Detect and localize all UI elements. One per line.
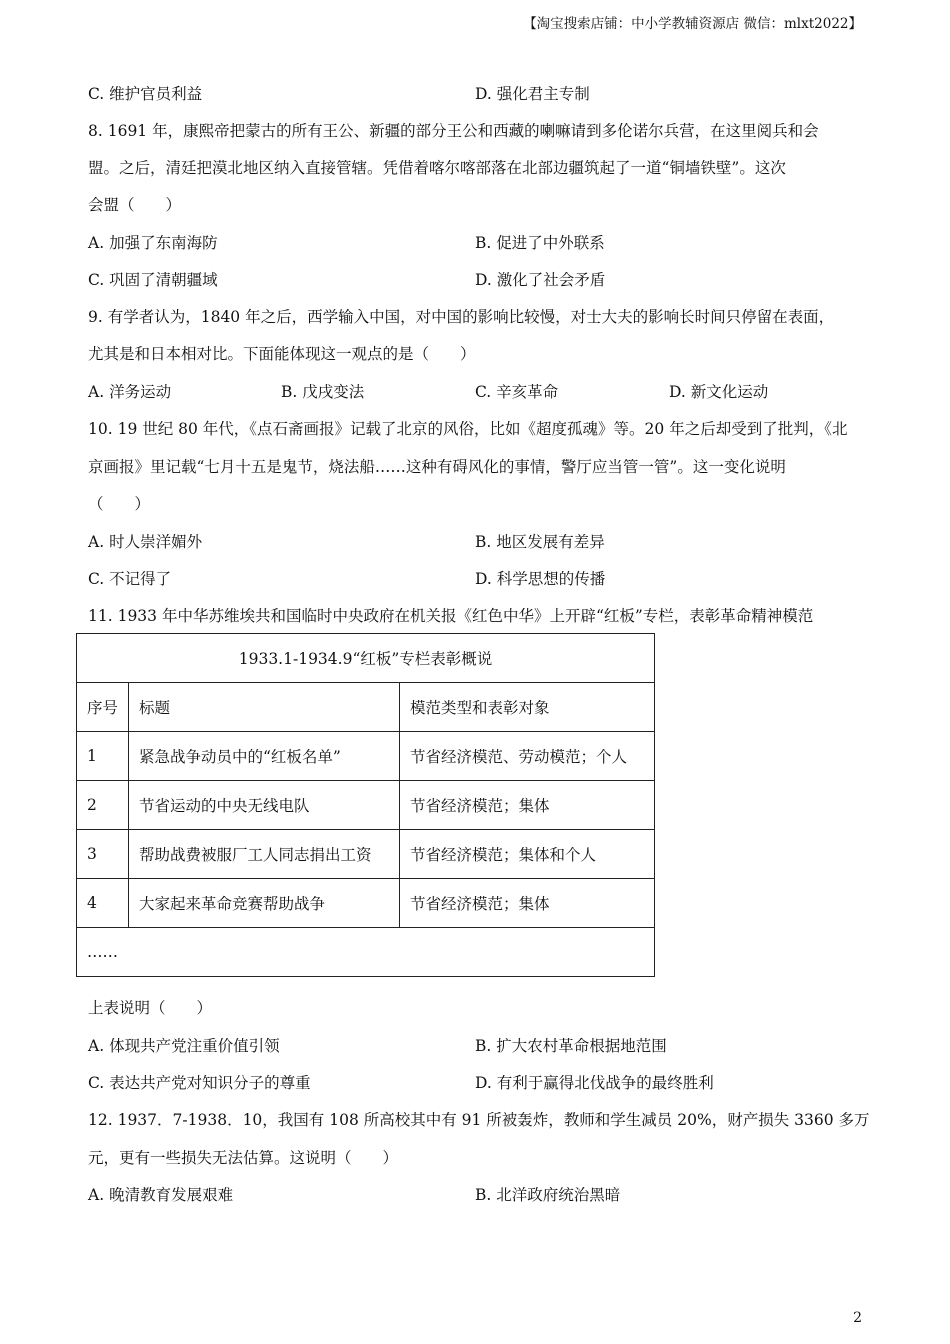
q9-option-b[interactable] [281,380,364,402]
table-ellipsis-row [77,928,655,977]
q10-stem-line-2: 京画报》里记载“七月十五是鬼节，烧法船……这种有碍风化的事情，警厅应当管一管”。这一变化说明 [88,458,786,476]
table-header-cell: 模范类型和表彰对象 [400,683,655,732]
q11-option-d[interactable] [475,1071,714,1093]
q8-option-c-text: 巩固了清朝疆域 [109,271,218,289]
q9-option-a-label: A. [88,383,105,401]
q11-option-a-text: 体现共产党注重价值引领 [109,1037,280,1055]
q9-stem-line-2: 尤其是和日本相对比。下面能体现这一观点的是（ ） [88,345,476,363]
table-caption-row [77,634,655,683]
q8-option-b-label: B. [475,234,492,252]
q12-stem-line-2: 元，更有一些损失无法估算。这说明（ ） [88,1149,399,1167]
q7-option-c-label: C. [88,85,105,103]
q10-option-c[interactable] [88,567,171,589]
q8-option-a[interactable] [88,231,218,253]
q8-option-c-label: C. [88,271,105,289]
q10-option-a-text: 时人崇洋媚外 [109,533,203,551]
q10-option-d-label: D. [475,570,492,588]
table-cell: 大家起来革命竞赛帮助战争 [129,879,400,928]
q8-option-d-text: 激化了社会矛盾 [496,271,606,289]
table-cell: 节省经济模范；集体 [400,781,655,830]
q8-option-d[interactable] [475,268,605,290]
q7-option-c[interactable] [88,82,202,104]
q11-stem-line-1: 11. 1933 年中华苏维埃共和国临时中央政府在机关报《红色中华》上开辟“红板”专栏，表彰革命精神模范 [88,607,814,625]
q10-stem-line-1: 10. 19 世纪 80 年代，《点石斋画报》记载了北京的风俗，比如《超度孤魂》等。20 年之后却受到了批判，《北 [88,420,848,438]
q10-stem-line-3: （ ） [88,495,151,513]
q10-option-a-label: A. [88,533,105,551]
q11-option-d-label: D. [475,1074,492,1092]
table-row [77,732,655,781]
table-cell: 4 [77,879,129,928]
q9-option-c-text: 辛亥革命 [496,383,559,401]
q8-stem-line-2: 盟。之后，清廷把漠北地区纳入直接管辖。凭借着喀尔喀部落在北部边疆筑起了一道“铜墙铁壁”。这次 [88,159,786,177]
table-cell: 节省经济模范、劳动模范；个人 [400,732,655,781]
q12-option-a[interactable] [88,1183,233,1205]
q9-option-d-label: D. [669,383,686,401]
q8-option-c[interactable] [88,268,218,290]
q7-option-d[interactable] [475,82,590,104]
table-cell: 3 [77,830,129,879]
table-cell: 节省经济模范；集体 [400,879,655,928]
q11-option-b-label: B. [475,1037,492,1055]
q9-stem-line-1: 9. 有学者认为，1840 年之后，西学输入中国，对中国的影响比较慢，对士大夫的影响长时间只停留在表面， [88,308,835,326]
table-header-row [77,683,655,732]
q9-option-b-text: 戊戌变法 [302,383,365,401]
q8-option-a-label: A. [88,234,105,252]
q10-option-b-text: 地区发展有差异 [496,533,605,551]
q8-stem-line-1: 8. 1691 年，康熙帝把蒙古的所有王公、新疆的部分王公和西藏的喇嘛请到多伦诺尔兵营，在这里阅兵和会 [88,122,819,140]
q11-option-a-label: A. [88,1037,105,1055]
q8-option-b-text: 促进了中外联系 [496,234,605,252]
q12-option-a-label: A. [88,1186,105,1204]
q11-option-c[interactable] [88,1071,311,1093]
q10-option-a[interactable] [88,530,202,552]
q9-option-c-label: C. [475,383,492,401]
q9-option-b-label: B. [281,383,298,401]
table-cell: 2 [77,781,129,830]
table-header-cell: 序号 [77,683,129,732]
table-row [77,879,655,928]
q10-option-d-text: 科学思想的传播 [496,570,606,588]
q12-option-b[interactable] [475,1183,620,1205]
q11-option-d-text: 有利于赢得北伐战争的最终胜利 [496,1074,714,1092]
table-cell: 节省运动的中央无线电队 [129,781,400,830]
table-cell: 1 [77,732,129,781]
q9-option-d[interactable] [669,380,768,402]
table-cell: 紧急战争动员中的“红板名单” [129,732,400,781]
table-cell: 节省经济模范；集体和个人 [400,830,655,879]
q8-option-a-text: 加强了东南海防 [109,234,218,252]
q12-option-b-text: 北洋政府统治黑暗 [496,1186,621,1204]
q10-option-b[interactable] [475,530,605,552]
q11-stem-after: 上表说明（ ） [88,999,213,1017]
q9-option-a[interactable] [88,380,171,402]
q9-option-a-text: 洋务运动 [109,383,172,401]
q11-option-b[interactable] [475,1034,667,1056]
table-ellipsis: …… [77,928,655,977]
q11-option-b-text: 扩大农村革命根据地范围 [496,1037,667,1055]
q10-option-c-text: 不记得了 [109,570,172,588]
q8-option-b[interactable] [475,231,605,253]
table-cell: 帮助战费被服厂工人同志捐出工资 [129,830,400,879]
q11-option-c-label: C. [88,1074,105,1092]
table-header-cell: 标题 [129,683,400,732]
q12-stem-line-1: 12. 1937．7-1938．10，我国有 108 所高校其中有 91 所被轰炸，教师和学生减员 20%，财产损失 3360 多万 [88,1111,870,1129]
table-row [77,830,655,879]
q8-stem-line-3: 会盟（ ） [88,196,182,214]
page-number: 2 [853,1310,862,1326]
q11-option-c-text: 表达共产党对知识分子的尊重 [109,1074,311,1092]
q10-option-c-label: C. [88,570,105,588]
q11-option-a[interactable] [88,1034,280,1056]
page-header: 【淘宝搜索店铺：中小学教辅资源店 微信：mlxt2022】 [523,16,862,32]
q7-option-c-text: 维护官员利益 [109,85,203,103]
q10-option-d[interactable] [475,567,605,589]
q12-option-a-text: 晚清教育发展艰难 [109,1186,234,1204]
q10-option-b-label: B. [475,533,492,551]
table-row [77,781,655,830]
q8-option-d-label: D. [475,271,492,289]
table-caption: 1933.1-1934.9“红板”专栏表彰概说 [77,634,655,683]
q12-option-b-label: B. [475,1186,492,1204]
q9-option-c[interactable] [475,380,558,402]
q7-option-d-label: D. [475,85,492,103]
q7-option-d-text: 强化君主专制 [496,85,590,103]
q9-option-d-text: 新文化运动 [690,383,769,401]
honor-table [76,633,655,977]
